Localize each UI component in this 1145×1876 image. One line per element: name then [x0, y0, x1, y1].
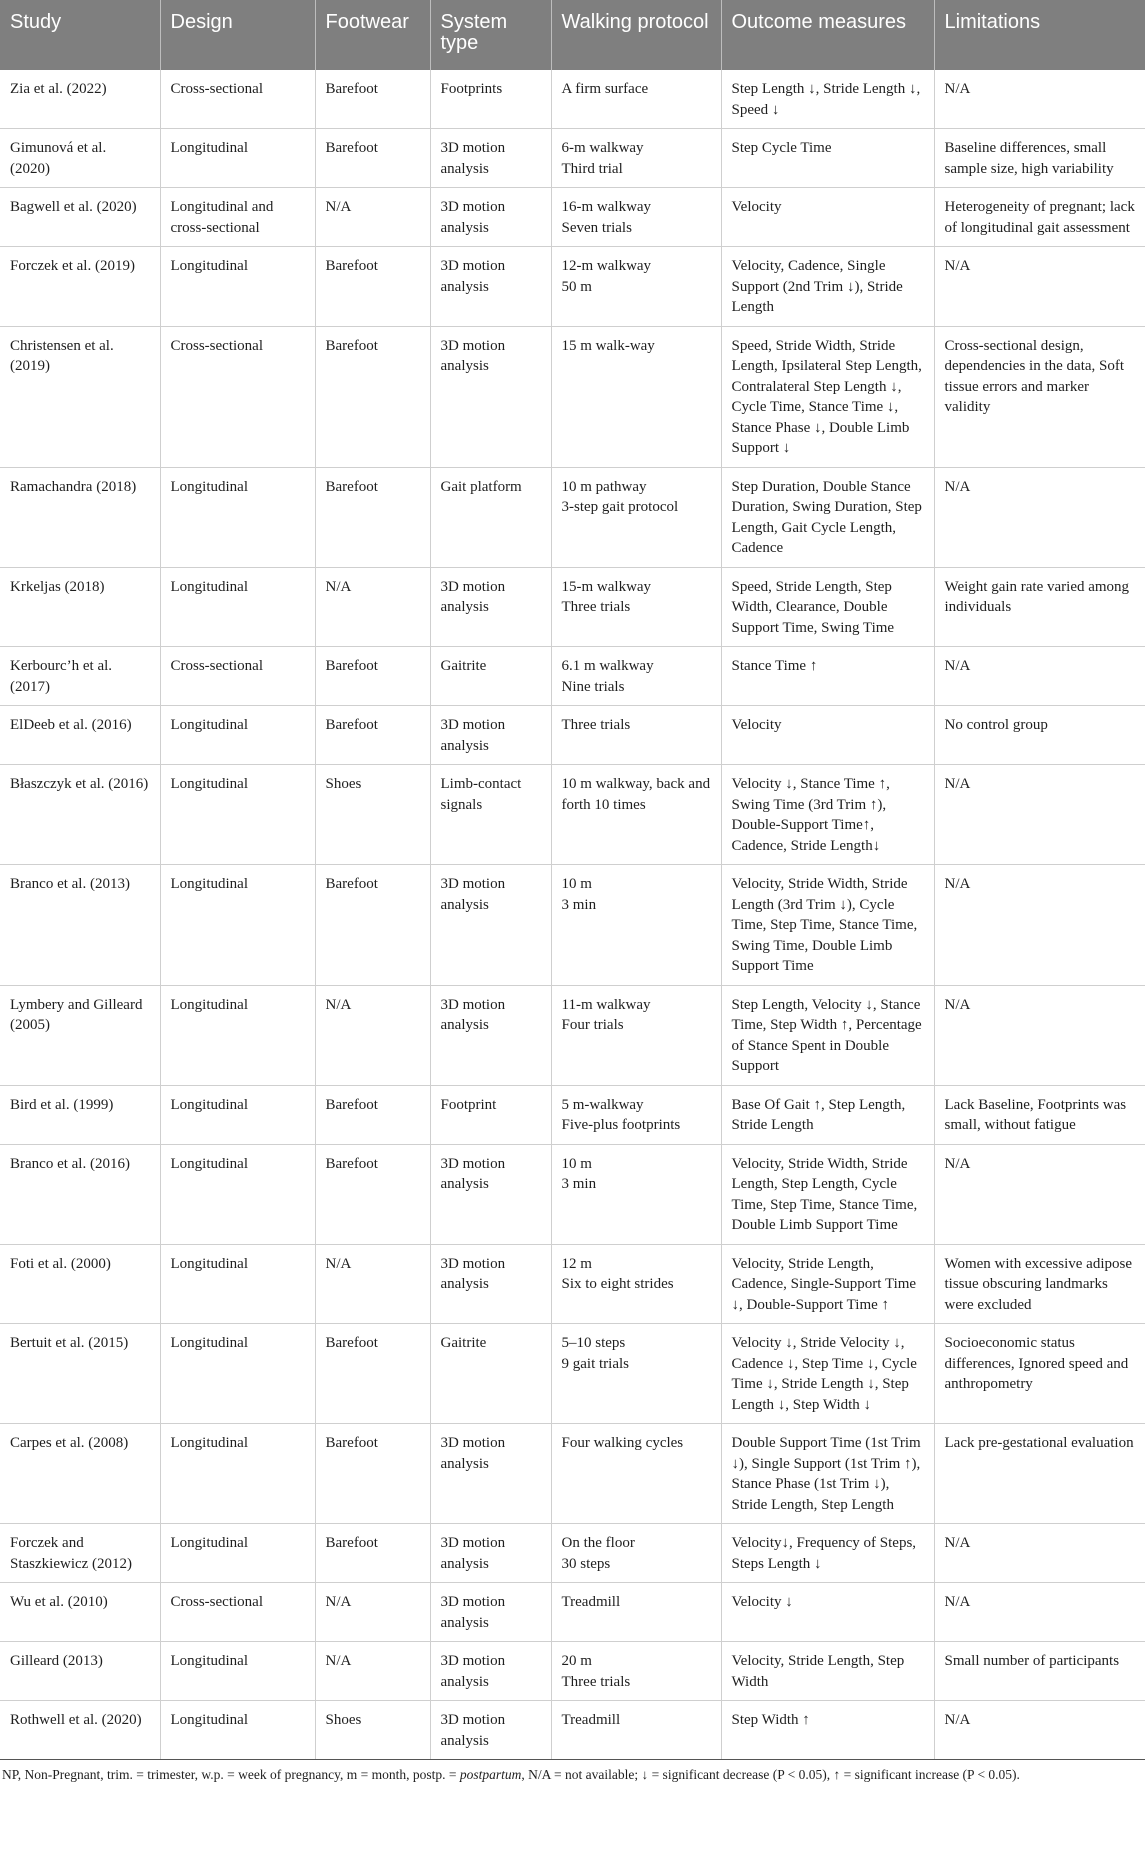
- cell-study: Krkeljas (2018): [0, 567, 160, 647]
- cell-system-type: Limb-contact signals: [430, 765, 551, 865]
- cell-system-type: Gaitrite: [430, 647, 551, 706]
- cell-outcome-measures: Velocity, Cadence, Single Support (2nd Trim ↓), Stride Length: [721, 247, 934, 327]
- cell-design: Longitudinal: [160, 1642, 315, 1701]
- cell-outcome-measures: Velocity ↓: [721, 1583, 934, 1642]
- cell-walking-protocol: A firm surface: [551, 70, 721, 129]
- table-body: [0, 70, 1145, 1760]
- table-footnote: [2, 1767, 1145, 1783]
- cell-limitations: Heterogeneity of pregnant; lack of longitudinal gait assessment: [934, 188, 1145, 247]
- cell-system-type: 3D motion analysis: [430, 865, 551, 986]
- cell-limitations: No control group: [934, 706, 1145, 765]
- table-row: [0, 1244, 1145, 1324]
- table-row: [0, 985, 1145, 1085]
- cell-outcome-measures: Step Length ↓, Stride Length ↓, Speed ↓: [721, 70, 934, 129]
- cell-system-type: 3D motion analysis: [430, 326, 551, 467]
- cell-walking-protocol: 10 m walkway, back and forth 10 times: [551, 765, 721, 865]
- cell-study: Bertuit et al. (2015): [0, 1324, 160, 1424]
- cell-limitations: Baseline differences, small sample size, high variability: [934, 129, 1145, 188]
- cell-walking-protocol: 6.1 m walkway Nine trials: [551, 647, 721, 706]
- cell-design: Longitudinal and cross-sectional: [160, 188, 315, 247]
- cell-system-type: 3D motion analysis: [430, 1642, 551, 1701]
- cell-design: Longitudinal: [160, 865, 315, 986]
- table-row: [0, 1144, 1145, 1244]
- table-row: [0, 865, 1145, 986]
- cell-limitations: N/A: [934, 70, 1145, 129]
- cell-footwear: Barefoot: [315, 1324, 430, 1424]
- cell-study: Gimunová et al. (2020): [0, 129, 160, 188]
- cell-footwear: N/A: [315, 567, 430, 647]
- cell-limitations: N/A: [934, 467, 1145, 567]
- cell-limitations: Women with excessive adipose tissue obscuring landmarks were excluded: [934, 1244, 1145, 1324]
- cell-footwear: Barefoot: [315, 247, 430, 327]
- cell-study: Kerbourc’h et al. (2017): [0, 647, 160, 706]
- cell-walking-protocol: 15 m walk-way: [551, 326, 721, 467]
- column-header-outcome-measures: Outcome measures: [721, 0, 934, 70]
- column-header-walking-protocol: Walking protocol: [551, 0, 721, 70]
- cell-design: Longitudinal: [160, 1424, 315, 1524]
- header-row: [0, 0, 1145, 70]
- cell-design: Cross-sectional: [160, 326, 315, 467]
- column-header-system-type: System type: [430, 0, 551, 70]
- cell-walking-protocol: 10 m 3 min: [551, 865, 721, 986]
- cell-walking-protocol: Three trials: [551, 706, 721, 765]
- cell-outcome-measures: Velocity, Stride Length, Cadence, Single-Support Time ↓, Double-Support Time ↑: [721, 1244, 934, 1324]
- footnote-text-start: NP, Non-Pregnant, trim. = trimester, w.p. = week of pregnancy, m = month, postp. =: [2, 1767, 460, 1782]
- table-row: [0, 567, 1145, 647]
- cell-design: Cross-sectional: [160, 647, 315, 706]
- column-header-design: Design: [160, 0, 315, 70]
- cell-footwear: N/A: [315, 985, 430, 1085]
- cell-walking-protocol: 12-m walkway 50 m: [551, 247, 721, 327]
- column-header-study: Study: [0, 0, 160, 70]
- cell-walking-protocol: 11-m walkway Four trials: [551, 985, 721, 1085]
- cell-footwear: Shoes: [315, 765, 430, 865]
- cell-outcome-measures: Base Of Gait ↑, Step Length, Stride Length: [721, 1085, 934, 1144]
- cell-system-type: 3D motion analysis: [430, 188, 551, 247]
- cell-outcome-measures: Velocity ↓, Stride Velocity ↓, Cadence ↓, Step Time ↓, Cycle Time ↓, Stride Length ↓, Step Length ↓, Step Width ↓: [721, 1324, 934, 1424]
- footnote-italic-term: postpartum: [459, 1767, 522, 1782]
- cell-walking-protocol: 10 m pathway 3-step gait protocol: [551, 467, 721, 567]
- cell-study: Lymbery and Gilleard (2005): [0, 985, 160, 1085]
- cell-outcome-measures: Step Cycle Time: [721, 129, 934, 188]
- table-row: [0, 1642, 1145, 1701]
- cell-footwear: Barefoot: [315, 1144, 430, 1244]
- cell-limitations: N/A: [934, 1524, 1145, 1583]
- cell-study: Branco et al. (2016): [0, 1144, 160, 1244]
- cell-limitations: N/A: [934, 247, 1145, 327]
- cell-walking-protocol: 16-m walkway Seven trials: [551, 188, 721, 247]
- cell-design: Longitudinal: [160, 129, 315, 188]
- cell-limitations: Cross-sectional design, dependencies in the data, Soft tissue errors and marker validity: [934, 326, 1145, 467]
- cell-study: Forczek et al. (2019): [0, 247, 160, 327]
- cell-limitations: Lack pre-gestational evaluation: [934, 1424, 1145, 1524]
- cell-footwear: Barefoot: [315, 1424, 430, 1524]
- cell-footwear: N/A: [315, 188, 430, 247]
- cell-limitations: Socioeconomic status differences, Ignored speed and anthropometry: [934, 1324, 1145, 1424]
- cell-system-type: 3D motion analysis: [430, 706, 551, 765]
- cell-system-type: 3D motion analysis: [430, 247, 551, 327]
- cell-outcome-measures: Velocity↓, Frequency of Steps, Steps Length ↓: [721, 1524, 934, 1583]
- cell-walking-protocol: 20 m Three trials: [551, 1642, 721, 1701]
- cell-outcome-measures: Step Duration, Double Stance Duration, Swing Duration, Step Length, Gait Cycle Length, Cadence: [721, 467, 934, 567]
- cell-walking-protocol: Four walking cycles: [551, 1424, 721, 1524]
- cell-outcome-measures: Speed, Stride Width, Stride Length, Ipsilateral Step Length, Contralateral Step Length ↓, Cycle Time, Stance Time ↓, Stance Phase ↓, Double Limb Support ↓: [721, 326, 934, 467]
- cell-footwear: N/A: [315, 1244, 430, 1324]
- cell-design: Longitudinal: [160, 247, 315, 327]
- cell-design: Longitudinal: [160, 567, 315, 647]
- cell-design: Longitudinal: [160, 1244, 315, 1324]
- cell-footwear: Barefoot: [315, 326, 430, 467]
- column-header-footwear: Footwear: [315, 0, 430, 70]
- cell-outcome-measures: Velocity: [721, 188, 934, 247]
- cell-limitations: Lack Baseline, Footprints was small, without fatigue: [934, 1085, 1145, 1144]
- cell-walking-protocol: On the floor 30 steps: [551, 1524, 721, 1583]
- cell-study: Christensen et al. (2019): [0, 326, 160, 467]
- cell-design: Longitudinal: [160, 1324, 315, 1424]
- cell-limitations: N/A: [934, 647, 1145, 706]
- cell-limitations: N/A: [934, 1701, 1145, 1760]
- cell-design: Longitudinal: [160, 985, 315, 1085]
- cell-footwear: Barefoot: [315, 70, 430, 129]
- cell-limitations: N/A: [934, 865, 1145, 986]
- cell-outcome-measures: Velocity ↓, Stance Time ↑, Swing Time (3rd Trim ↑), Double-Support Time↑, Cadence, Stride Length↓: [721, 765, 934, 865]
- cell-system-type: Gaitrite: [430, 1324, 551, 1424]
- cell-limitations: N/A: [934, 1583, 1145, 1642]
- cell-study: Zia et al. (2022): [0, 70, 160, 129]
- cell-outcome-measures: Step Width ↑: [721, 1701, 934, 1760]
- cell-footwear: Barefoot: [315, 865, 430, 986]
- cell-system-type: 3D motion analysis: [430, 1701, 551, 1760]
- cell-footwear: Barefoot: [315, 706, 430, 765]
- cell-design: Longitudinal: [160, 1144, 315, 1244]
- column-header-limitations: Limitations: [934, 0, 1145, 70]
- cell-system-type: 3D motion analysis: [430, 1424, 551, 1524]
- cell-study: Carpes et al. (2008): [0, 1424, 160, 1524]
- cell-system-type: 3D motion analysis: [430, 129, 551, 188]
- cell-study: Ramachandra (2018): [0, 467, 160, 567]
- cell-walking-protocol: 5–10 steps 9 gait trials: [551, 1324, 721, 1424]
- table-row: [0, 188, 1145, 247]
- cell-study: Błaszczyk et al. (2016): [0, 765, 160, 865]
- cell-limitations: Weight gain rate varied among individuals: [934, 567, 1145, 647]
- footnote-text-end: , N/A = not available; ↓ = significant decrease (P < 0.05), ↑ = significant increase (P < 0.05).: [521, 1767, 1020, 1782]
- cell-footwear: Barefoot: [315, 467, 430, 567]
- table-row: [0, 326, 1145, 467]
- cell-footwear: Barefoot: [315, 647, 430, 706]
- cell-system-type: 3D motion analysis: [430, 1524, 551, 1583]
- cell-outcome-measures: Velocity, Stride Width, Stride Length (3rd Trim ↓), Cycle Time, Step Time, Stance Time, Swing Time, Double Limb Support Time: [721, 865, 934, 986]
- cell-walking-protocol: 6-m walkway Third trial: [551, 129, 721, 188]
- cell-design: Longitudinal: [160, 1701, 315, 1760]
- cell-design: Longitudinal: [160, 765, 315, 865]
- cell-limitations: N/A: [934, 985, 1145, 1085]
- cell-limitations: N/A: [934, 1144, 1145, 1244]
- cell-study: Wu et al. (2010): [0, 1583, 160, 1642]
- cell-design: Longitudinal: [160, 1085, 315, 1144]
- cell-system-type: 3D motion analysis: [430, 1583, 551, 1642]
- cell-system-type: 3D motion analysis: [430, 567, 551, 647]
- cell-system-type: Gait platform: [430, 467, 551, 567]
- cell-walking-protocol: 15-m walkway Three trials: [551, 567, 721, 647]
- table-row: [0, 129, 1145, 188]
- cell-study: Gilleard (2013): [0, 1642, 160, 1701]
- cell-study: Bird et al. (1999): [0, 1085, 160, 1144]
- table-row: [0, 467, 1145, 567]
- table-row: [0, 1701, 1145, 1760]
- table-row: [0, 647, 1145, 706]
- cell-walking-protocol: Treadmill: [551, 1701, 721, 1760]
- table-row: [0, 706, 1145, 765]
- cell-limitations: N/A: [934, 765, 1145, 865]
- cell-footwear: Barefoot: [315, 1524, 430, 1583]
- cell-walking-protocol: Treadmill: [551, 1583, 721, 1642]
- cell-design: Longitudinal: [160, 467, 315, 567]
- cell-system-type: 3D motion analysis: [430, 1144, 551, 1244]
- cell-outcome-measures: Speed, Stride Length, Step Width, Clearance, Double Support Time, Swing Time: [721, 567, 934, 647]
- cell-design: Cross-sectional: [160, 70, 315, 129]
- table-row: [0, 1583, 1145, 1642]
- cell-footwear: N/A: [315, 1642, 430, 1701]
- cell-footwear: Barefoot: [315, 129, 430, 188]
- table-row: [0, 70, 1145, 129]
- cell-system-type: 3D motion analysis: [430, 985, 551, 1085]
- cell-outcome-measures: Double Support Time (1st Trim ↓), Single Support (1st Trim ↑), Stance Phase (1st Trim ↓), Stride Length, Step Length: [721, 1424, 934, 1524]
- table-row: [0, 1324, 1145, 1424]
- table-row: [0, 1424, 1145, 1524]
- cell-design: Cross-sectional: [160, 1583, 315, 1642]
- cell-outcome-measures: Stance Time ↑: [721, 647, 934, 706]
- table-row: [0, 1085, 1145, 1144]
- cell-design: Longitudinal: [160, 1524, 315, 1583]
- cell-study: Bagwell et al. (2020): [0, 188, 160, 247]
- cell-study: Foti et al. (2000): [0, 1244, 160, 1324]
- cell-footwear: N/A: [315, 1583, 430, 1642]
- cell-study: Branco et al. (2013): [0, 865, 160, 986]
- table-row: [0, 1524, 1145, 1583]
- table-row: [0, 765, 1145, 865]
- cell-walking-protocol: 10 m 3 min: [551, 1144, 721, 1244]
- cell-walking-protocol: 12 m Six to eight strides: [551, 1244, 721, 1324]
- cell-walking-protocol: 5 m-walkway Five-plus footprints: [551, 1085, 721, 1144]
- cell-footwear: Barefoot: [315, 1085, 430, 1144]
- cell-limitations: Small number of participants: [934, 1642, 1145, 1701]
- cell-system-type: Footprints: [430, 70, 551, 129]
- cell-study: Rothwell et al. (2020): [0, 1701, 160, 1760]
- cell-outcome-measures: Velocity, Stride Length, Step Width: [721, 1642, 934, 1701]
- table-row: [0, 247, 1145, 327]
- cell-footwear: Shoes: [315, 1701, 430, 1760]
- cell-study: Forczek and Staszkiewicz (2012): [0, 1524, 160, 1583]
- cell-study: ElDeeb et al. (2016): [0, 706, 160, 765]
- cell-system-type: Footprint: [430, 1085, 551, 1144]
- cell-outcome-measures: Step Length, Velocity ↓, Stance Time, Step Width ↑, Percentage of Stance Spent in Double Support: [721, 985, 934, 1085]
- cell-outcome-measures: Velocity, Stride Width, Stride Length, Step Length, Cycle Time, Step Time, Stance Time, Double Limb Support Time: [721, 1144, 934, 1244]
- cell-design: Longitudinal: [160, 706, 315, 765]
- cell-system-type: 3D motion analysis: [430, 1244, 551, 1324]
- cell-outcome-measures: Velocity: [721, 706, 934, 765]
